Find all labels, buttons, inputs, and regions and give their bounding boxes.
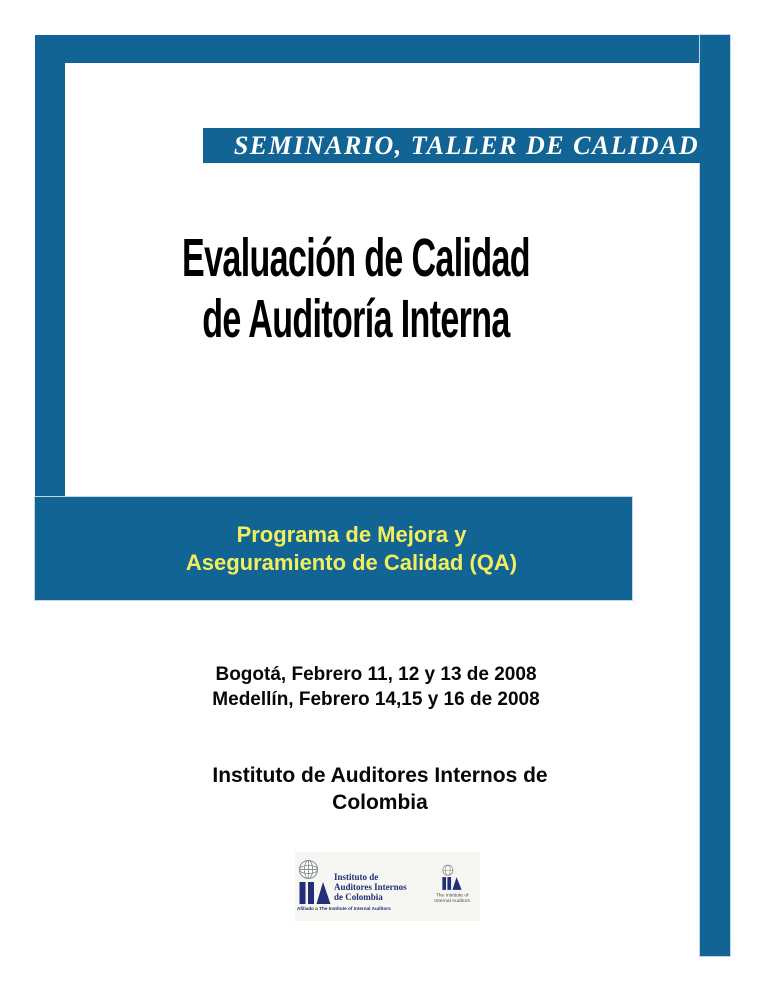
organization-name (0, 762, 760, 816)
frame-right-bar (700, 35, 730, 956)
organization-name-line-2: Colombia (332, 791, 428, 814)
iia-global-logo-text-line-1: The Institute of (435, 891, 469, 898)
iia-global-monogram-icon (441, 864, 463, 892)
iia-global-logo (426, 864, 478, 910)
event-date-bogota: Bogotá, Febrero 11, 12 y 13 de 2008 (215, 664, 537, 685)
iia-colombia-logo-text-line-3: de Colombia (334, 891, 383, 902)
page-title (0, 228, 712, 350)
iia-colombia-affiliation-text: Afiliado a The Institute of Internal Auditors (297, 905, 391, 911)
frame-top-bar (35, 35, 730, 63)
seminar-banner-label: SEMINARIO, TALLER DE CALIDAD (233, 130, 700, 160)
event-date-medellin: Medellín, Febrero 14,15 y 16 de 2008 (212, 689, 540, 710)
event-dates (0, 662, 752, 712)
title-line-1: Evaluación de Calidad (182, 228, 530, 288)
organization-name-line-1: Instituto de Auditores Internos de (212, 764, 548, 787)
seminar-banner (203, 128, 730, 163)
iia-colombia-logo-text (334, 872, 407, 905)
iia-global-logo-text-line-2: Internal Auditors (434, 897, 470, 903)
program-banner (35, 497, 632, 600)
iia-global-logo-text (426, 892, 478, 903)
iia-colombia-logo (297, 859, 413, 915)
iia-colombia-monogram-icon (297, 859, 331, 905)
logo-strip (295, 852, 480, 921)
title-line-2: de Auditoría Interna (202, 289, 510, 349)
iia-colombia-logo-text-line-2: Auditores Internos (334, 881, 407, 892)
program-banner-line-1: Programa de Mejora y (236, 521, 467, 547)
iia-colombia-logo-text-line-1: Instituto de (334, 871, 379, 882)
program-banner-line-2: Aseguramiento de Calidad (QA) (185, 549, 518, 575)
